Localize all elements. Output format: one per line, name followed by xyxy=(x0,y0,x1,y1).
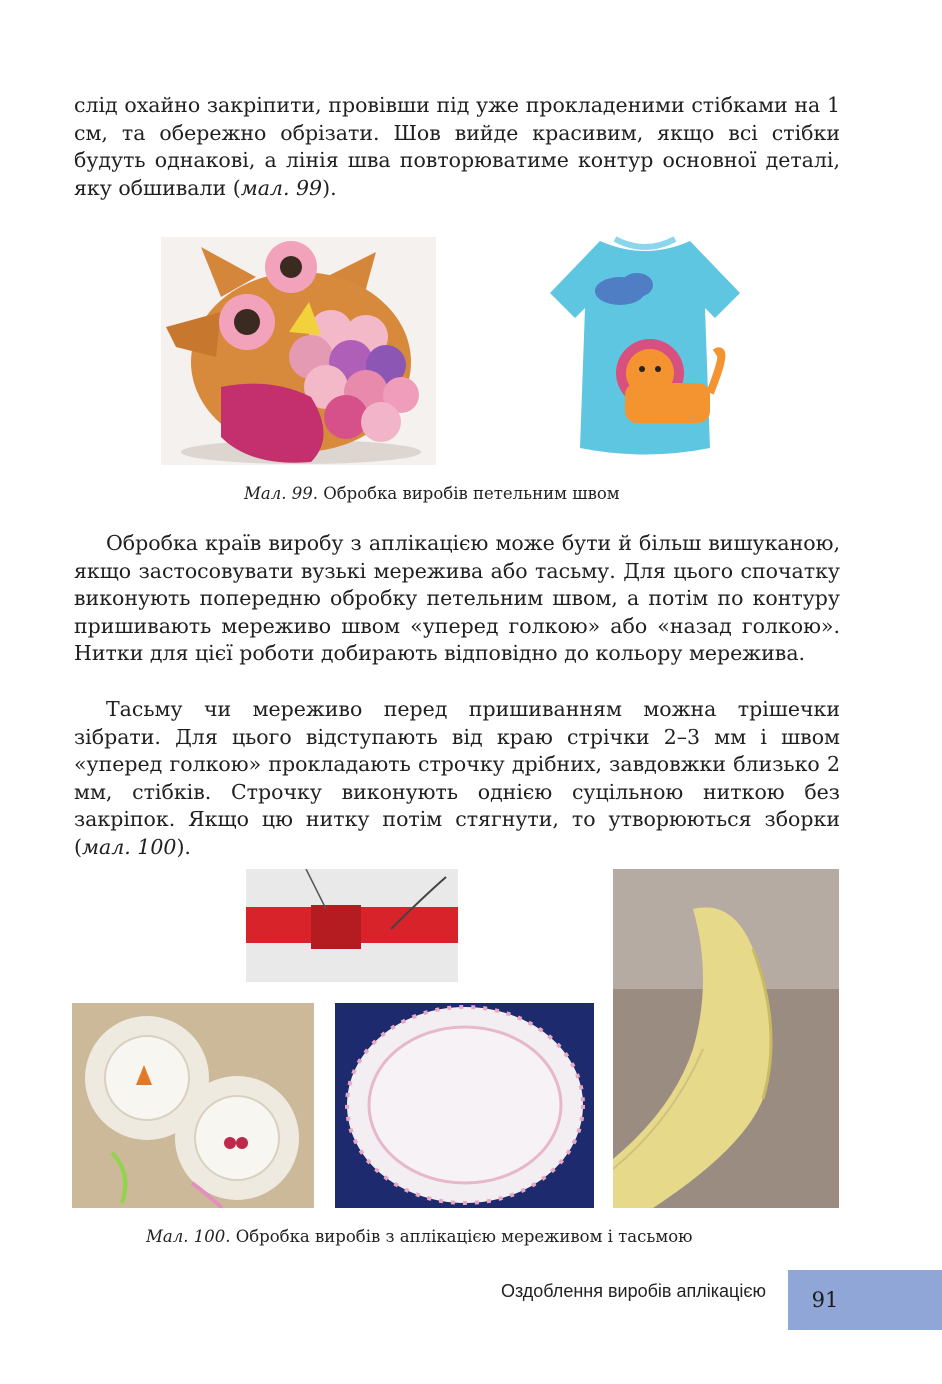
figure-99-caption-text: Обробка виробів петельним швом xyxy=(323,484,620,503)
paragraph-3-text: Тасьму чи мереживо перед пришиванням можна трішечки зібрати. Для цього відступають від краю стрічки 2–3 мм і швом «уперед голкою» прокладають строчку дрібних, завдовжки близько 2 мм, стібків. Строчку виконують однією суцільною ниткою без закріпок. Якщо цю нитку потім стягнути, то утворюються зборки ( xyxy=(74,697,840,859)
owl-photo xyxy=(161,237,436,465)
paragraph-3 xyxy=(74,696,840,862)
yellow-ruffle-photo xyxy=(613,869,839,1208)
figure-ref-99: мал. 99 xyxy=(240,175,323,200)
lace-doilies-photo xyxy=(72,1003,314,1208)
paragraph-1 xyxy=(74,92,840,202)
figure-ref-100: мал. 100 xyxy=(82,834,177,859)
tshirt-photo xyxy=(545,233,745,465)
figure-100-caption-text: Обробка виробів з аплікацією мереживом і тасьмою xyxy=(235,1227,693,1246)
ruffle-circle-photo xyxy=(335,1003,594,1208)
section-title: Оздоблення виробів аплікацією xyxy=(500,1281,766,1301)
paragraph-3-end: ). xyxy=(176,834,191,859)
figure-100-label: Мал. 100. xyxy=(146,1227,231,1246)
red-ribbon-photo xyxy=(246,869,458,982)
paragraph-1-end: ). xyxy=(322,175,337,200)
page-number-tab xyxy=(788,1270,942,1330)
figure-99-caption xyxy=(244,484,620,504)
figure-99-label: Мал. 99. xyxy=(244,484,318,503)
figure-100-caption xyxy=(146,1227,693,1247)
page-number: 91 xyxy=(811,1288,839,1312)
paragraph-2: Обробка країв виробу з аплікацією може бути й більш вишуканою, якщо застосовувати вузькі мережива або тасьму. Для цього спочатку виконують попередню обробку петельним швом, а потім по контуру пришивають мереживо швом «уперед голкою» або «назад голкою». Нитки для цієї роботи добирають відповідно до кольору мережива. xyxy=(74,531,840,666)
paragraph-1-text: слід охайно закріпити, провівши під уже прокладеними стібками на 1 см, та обережно обрізати. Шов вийде красивим, якщо всі стібки будуть однакові, а лінія шва повторюватиме контур основної деталі, яку обшивали ( xyxy=(74,93,840,200)
